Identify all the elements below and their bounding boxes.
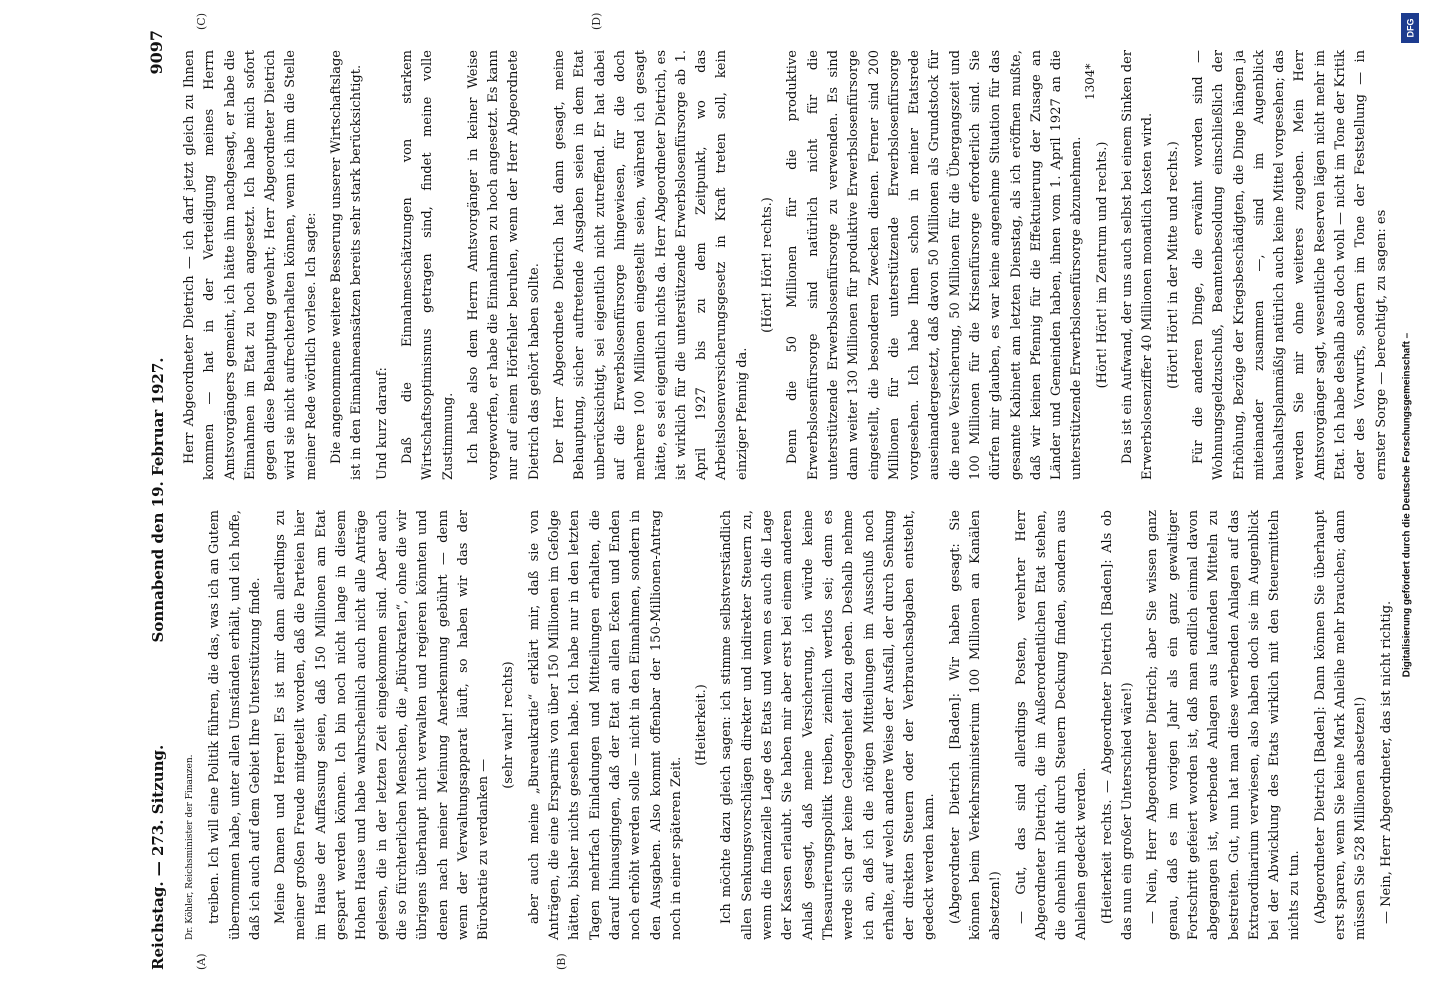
right-column (180, 50, 1397, 480)
margin-marker-b: (B) (555, 953, 568, 970)
left-interjection: (Heiterkeit rechts. — Abgeordneter Dietrich [Baden]: Als ob das nun ein großer Unterschied wäre!) (1099, 510, 1136, 940)
left-paragraph: Meine Damen und Herren! Es ist mir dann allerdings zu meiner großen Freude mitgeteilt worden, daß die Parteien hier im Hause der Auffassung seien, daß 150 Millionen am Etat gespart werden können. Ich bin noch nicht lange in diesem Hohen Hause und habe wahrscheinlich auch nicht alle Anträge gelesen, die in der letzten Zeit eingekommen sind. Aber auch die so fürchterlichen Menschen, die „Bürokraten“, ohne die wir übrigens überhaupt nicht verwalten und regieren könnten und denen nach meiner Meinung Anerkennung gebührt — denn wenn der Verwaltungsapparat läuft, so haben wir das der Bürokratie zu verdanken — (273, 510, 492, 940)
page-number: 9097 (147, 30, 166, 75)
left-paragraph: aber auch meine „Bureaukratie“ erklärt mir, daß sie von Anträgen, die eine Ersparnis von über 150 Millionen im Gefolge hätten, bisher nichts gesehen habe. Ich habe nur in den letzten Tagen mehrfach Einladungen und Mitteilungen erhalten, die darauf hinausgingen, daß der Etat an allen Ecken und Enden noch erhöht werden solle — nicht in den Einnahmen, sondern in den Ausgaben. Also kommt offenbar der 150-Millionen-Antrag noch in einer späteren Zeit. (526, 510, 684, 940)
margin-marker-d: (D) (590, 12, 603, 30)
right-paragraph: Und kurz darauf: (374, 367, 390, 480)
left-interjection: (Abgeordneter Dietrich [Baden]: Dann können Sie überhaupt erst sparen, wenn Sie keine Mark Anleihe mehr brauchen; dann müssen Sie 528 Millionen absetzen!) (1312, 510, 1369, 940)
scanned-page (120, 0, 1394, 1000)
left-interjection: (Abgeordneter Dietrich [Baden]: Wir haben gesagt: Sie können beim Verkehrsministerium 100 Millionen an Kanälen absetzen!) (947, 510, 1004, 940)
left-interjection: (sehr wahr! rechts) (501, 661, 517, 789)
margin-marker-c: (C) (195, 13, 208, 30)
right-paragraph: Das ist ein Aufwand, der uns auch selbst bei einem Sinken der Erwerbslosenziffer 40 Millionen monatlich kosten wird. (1120, 50, 1156, 480)
header-left: Reichstag. — 273. Sitzung. (149, 744, 167, 970)
rotated-page-content (120, 0, 1394, 1000)
right-quote: Daß die Einnahmeschätzungen von starkem Wirtschaftsoptimismus getragen sind, findet meine volle Zustimmung. (399, 50, 456, 480)
left-paragraph: treiben. Ich will eine Politik führen, die das, was ich an Gutem übernommen habe, unter allen Umständen erhält, und ich hoffe, daß ich auch auf dem Gebiet Ihre Unterstützung finde. (207, 510, 263, 940)
dfg-logo-text: DFG (1405, 18, 1415, 38)
right-quote: Die angenommene weitere Besserung unserer Wirtschaftslage ist in den Einnahmeansätzen bereits sehr stark berücksichtigt. (329, 50, 365, 480)
right-paragraph: Ich habe also dem Herrn Amtsvorgänger in keiner Weise vorgeworfen, er habe die Einnahmen zu hoch angesetzt. Es kann nur auf einem Hörfehler beruhen, wenn der Herr Abgeordnete Dietrich das gehört haben sollte. (465, 50, 542, 480)
right-interjection: (Hört! Hört! im Zentrum und rechts.) (1094, 141, 1110, 389)
left-paragraph: — Gut, das sind allerdings Posten, verehrter Herr Abgeordneter Dietrich, die im Außerordentlichen Etat stehen, die ohnehin nicht durch Steuern Deckung finden, sondern aus Anleihen gedeckt werden. (1013, 510, 1090, 940)
left-paragraph: — Nein, Herr Abgeordneter, das ist nicht richtig. (1378, 600, 1394, 924)
margin-marker-a: (A) (195, 953, 208, 970)
left-interjection: (Heiterkeit.) (694, 684, 710, 766)
header-center: Sonnabend den 19. Februar 1927. (149, 357, 167, 643)
dfg-logo (1401, 13, 1419, 43)
left-paragraph: Ich möchte dazu gleich sagen: ich stimme selbstverständlich allen Senkungsvorschlägen direkter und indirekter Steuern zu, wenn die finanzielle Lage des Etats und wenn es auch die Lage der Kassen erlaubt. Sie haben mir aber erst bei einem anderen Anlaß gesagt, daß meine Versicherung, ich würde keine Thesaurierungspolitik treiben, ziemlich wertlos sei; denn es werde sich gar keine Gelegenheit dazu geben. Deshalb nehme ich an, daß ich die nötigen Mitteilungen im Ausschuß noch erhalte, auf welch andere Weise der Ausfall, der durch Senkung der direkten Steuern oder der Verbrauchsabgaben entsteht, gedeckt werden kann. (719, 510, 938, 940)
left-column (180, 510, 1402, 940)
speaker-line: Dr. Köhler, Reichsminister der Finanzen. (185, 754, 195, 940)
right-paragraph: Herr Abgeordneter Dietrich — ich darf jetzt gleich zu Ihnen kommen — hat in der Verteidigung meines Herrn Amtsvorgängers gemeint, ich hätte ihm nachgesagt, er habe die Einnahmen im Etat zu hoch angesetzt. Ich habe mich sofort gegen diese Behauptung gewehrt; Herr Abgeordneter Dietrich wird sie nicht aufrechterhalten können, wenn ich ihm die Stelle meiner Rede wörtlich vorlese. Ich sagte: (182, 50, 319, 480)
right-interjection: (Hört! Hört! rechts.) (760, 197, 776, 333)
right-paragraph: Für die anderen Dinge, die erwähnt worden sind — Wohnungsgeldzuschuß, Beamtenbesoldung einschließlich der Erhöhung, Bezüge der Kriegsbeschädigten, die Dinge hängen ja miteinander zusammen —, sind im Augenblick haushaltsplanmäßig natürlich auch keine Mittel vorgesehen; das werden Sie mir ohne weiteres zugeben. Mein Herr Amtsvorgänger sagt, wesentliche Reserven lägen nicht mehr im Etat. Ich habe deshalb also doch wohl — nicht im Tone der Kritik oder des Vorwurfs, sondern im Tone der Feststellung — in ernster Sorge — berechtigt, zu sagen: es (1190, 50, 1389, 480)
right-interjection: (Hört! Hört! in der Mitte und rechts.) (1165, 141, 1181, 389)
right-paragraph: Der Herr Abgeordnete Dietrich hat dann gesagt, meine Behauptung, sicher auftretende Ausgaben seien in dem Etat unberücksichtigt, sei eigentlich nicht zutreffend. Er hat dabei auf die Erwerbslosenfürsorge hingewiesen, für die doch mehrere 100 Millionen eingestellt seien, während ich gesagt hätte, es sei eigentlich nichts da. Herr Abgeordneter Dietrich, es ist wirklich für die unterstützende Erwerbslosenfürsorge ab 1. April 1927 bis zu dem Zeitpunkt, wo das Arbeitslosenversicherungsgesetz in Kraft treten soll, kein einziger Pfennig da. (552, 50, 750, 480)
signature-mark: 1304* (1083, 63, 1097, 100)
right-paragraph: Denn die 50 Millionen für die produktive Erwerbslosenfürsorge sind natürlich nicht für die unterstützende Erwerbslosenfürsorge zu verwenden. Es sind dann weiter 130 Millionen für produktive Erwerbslosenfürsorge eingestellt, die besonderen Zwecken dienen. Ferner sind 200 Millionen für die unterstützende Erwerbslosenfürsorge vorgesehen. Ich habe Ihnen schon in meiner Etatsrede auseinandergesetzt, daß davon 50 Millionen als Grundstock für die neue Versicherung, 50 Millionen für die Übergangszeit und 100 Millionen für die Krisenfürsorge erforderlich sind. Sie dürfen mir glauben, es war keine angenehme Situation für das gesamte Kabinett am letzten Dienstag, als ich eröffnen mußte, daß wir keinen Pfennig für die Effektuierung der Zusage an Länder und Gemeinden haben, ihnen vom 1. April 1927 an die unterstützende Erwerbslosenfürsorge abzunehmen. (785, 50, 1085, 480)
credit-text: Digitalisierung gefördert durch die Deutsche Forschungsgemeinschaft – (1401, 332, 1413, 678)
page-header (144, 30, 174, 970)
digitization-credit (1395, 5, 1425, 995)
left-paragraph: — Nein, Herr Abgeordneter Dietrich; aber Sie wissen ganz genau, daß es im vorigen Jahr als ein ganz gewaltiger Fortschritt gefeiert worden ist, daß man endlich einmal davon abgegangen ist, werbende Anlagen aus laufenden Mitteln zu bestreiten. Gut, nun hat man diese werbenden Anlagen auf das Extraordinarium verwiesen, also haben doch sie im Augenblick bei der Abwicklung des Etats wirklich mit den Steuermitteln nichts zu tun. (1145, 510, 1303, 940)
